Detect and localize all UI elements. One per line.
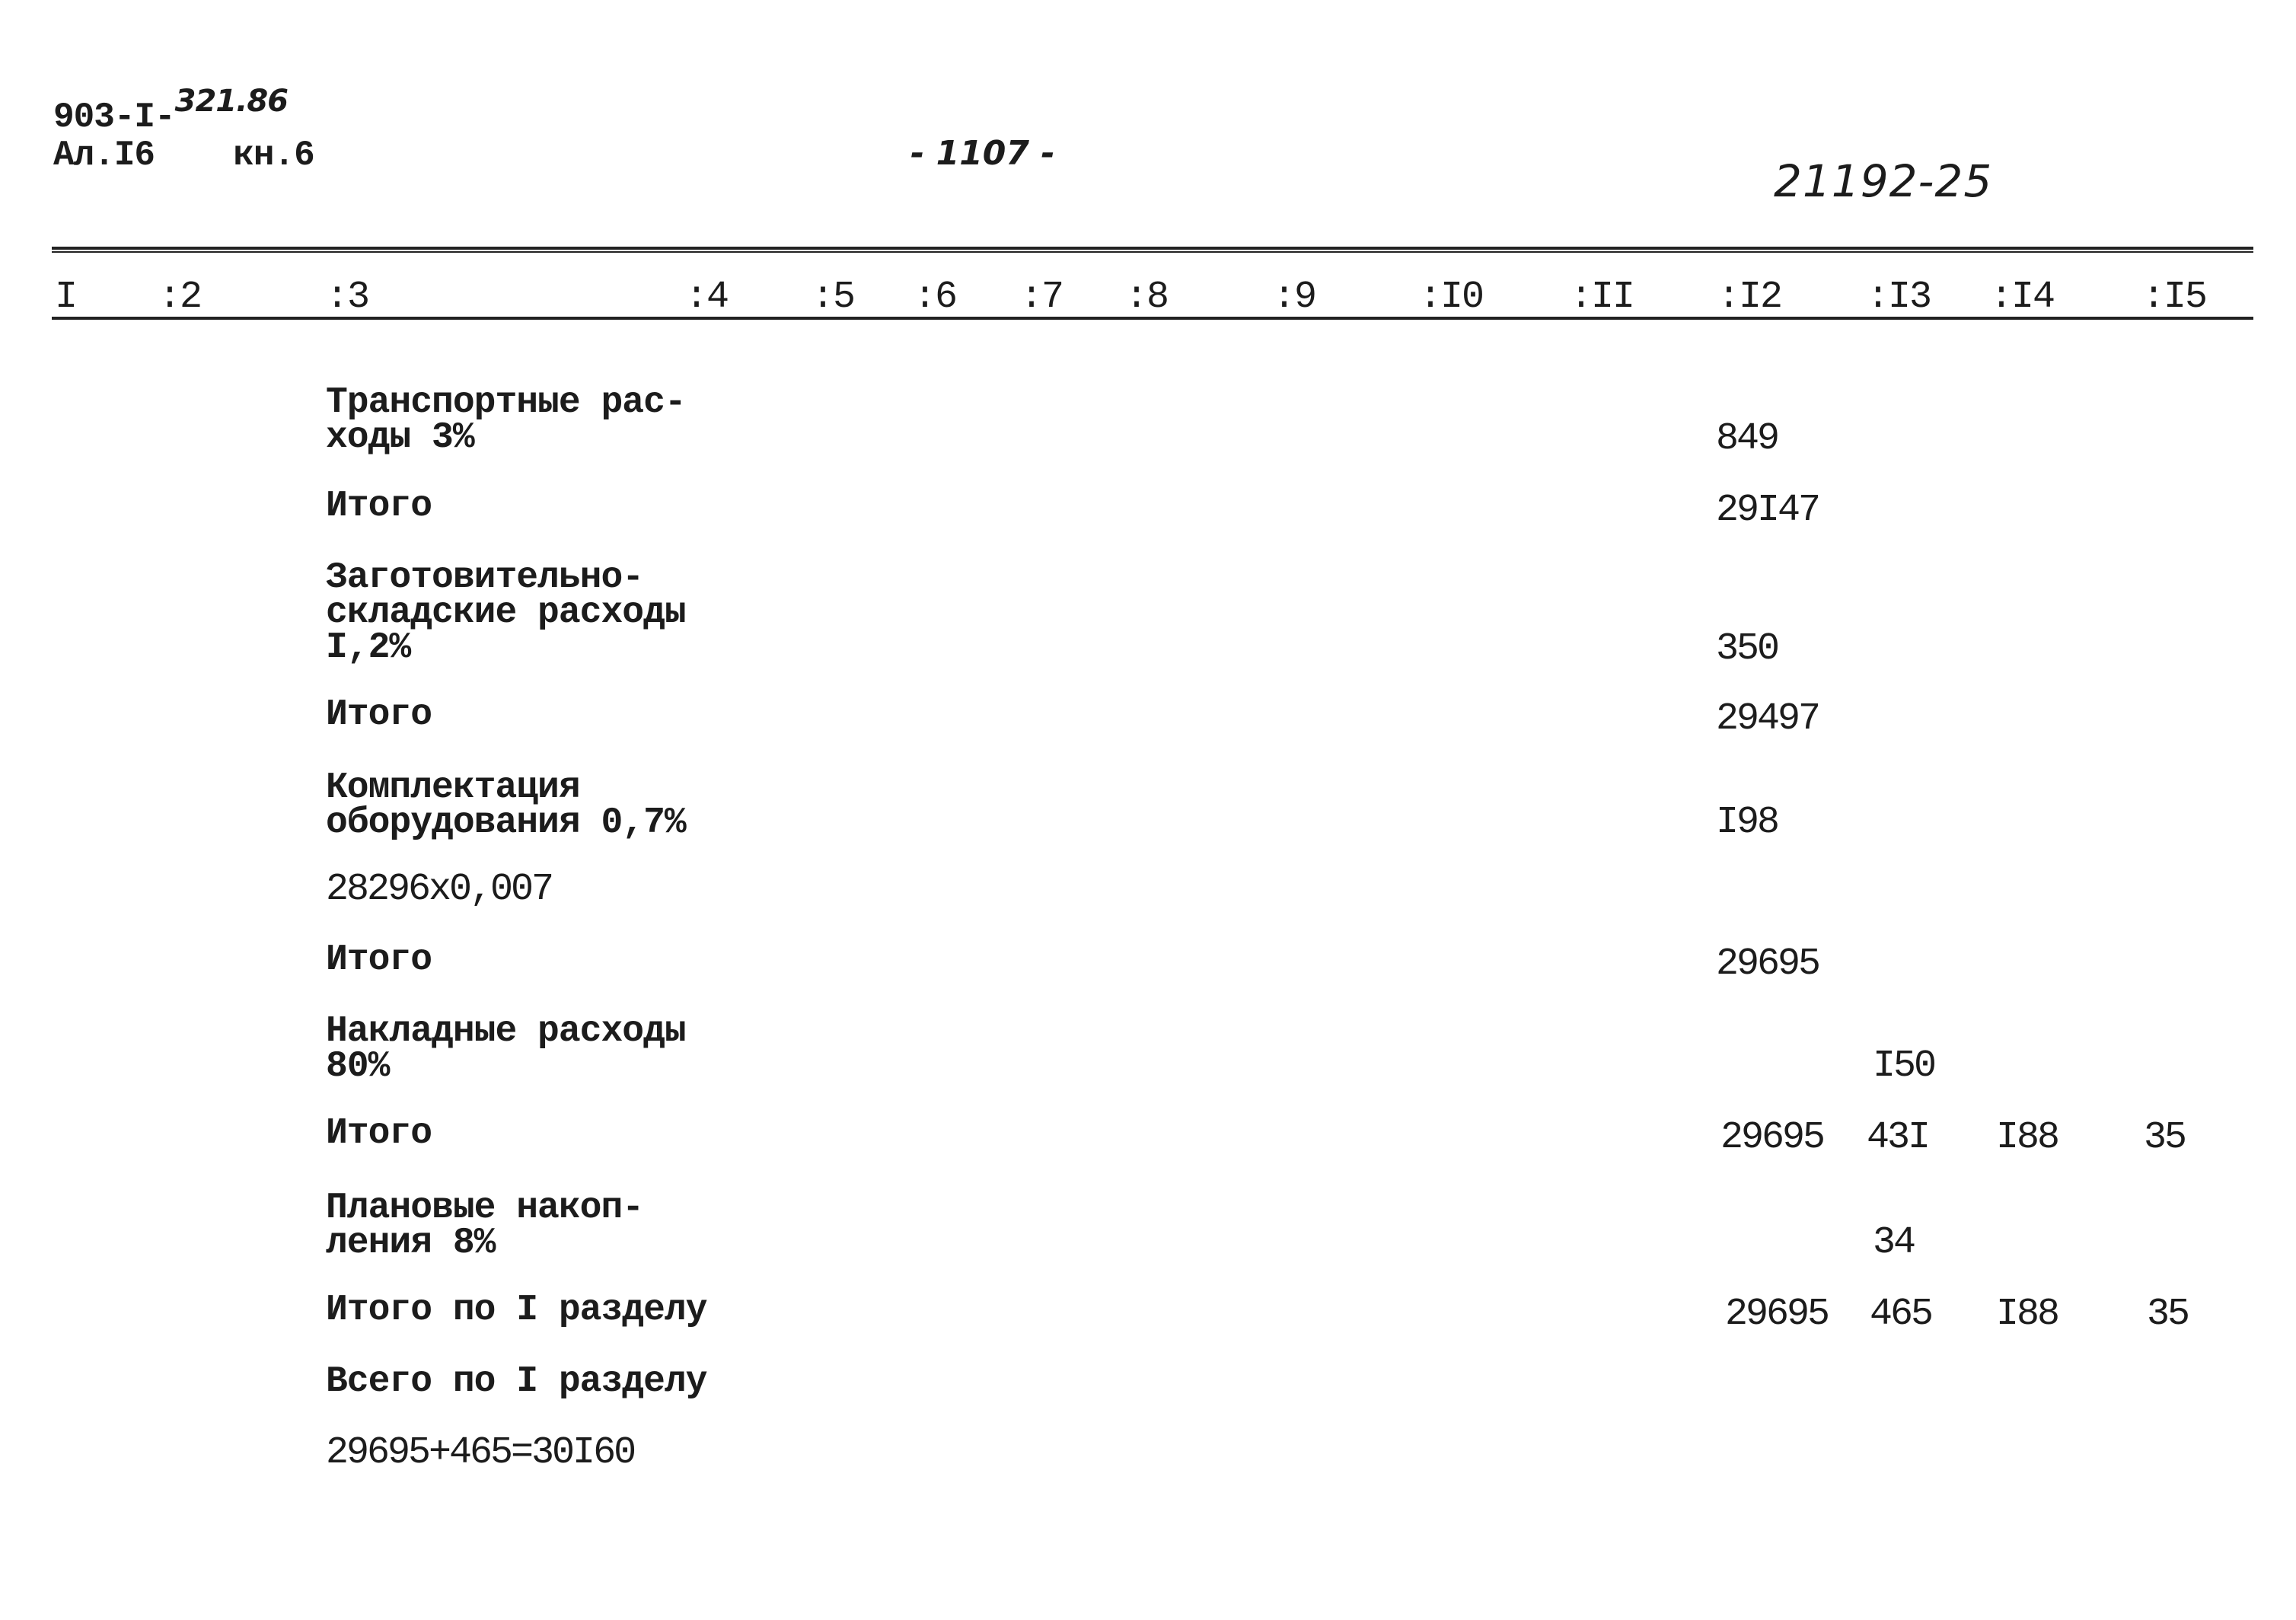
- cell-col-13: 34: [1873, 1221, 1915, 1264]
- column-2-number: :2: [158, 276, 202, 319]
- cell-col-14: I88: [1996, 1116, 2058, 1159]
- column-13-number: :I3: [1867, 276, 1931, 319]
- row-label: Всего по I разделу: [326, 1361, 707, 1402]
- cell-col-12: 350: [1716, 627, 1778, 671]
- cell-col-12: 29695: [1720, 1116, 1824, 1159]
- cell-col-15: 35: [2147, 1293, 2189, 1336]
- row-label: Транспортные рас- ходы 3%: [326, 382, 686, 458]
- cell-col-12: I98: [1716, 801, 1778, 844]
- row-label: Итого: [326, 1113, 432, 1154]
- column-14-number: :I4: [1990, 276, 2055, 319]
- row-label: Итого: [326, 939, 432, 981]
- row-label: Итого: [326, 694, 432, 735]
- row-label: Заготовительно- складские расходы I,2%: [326, 557, 686, 668]
- row-label: 29695+465=30I60: [326, 1431, 635, 1475]
- cell-col-12: 29695: [1725, 1293, 1829, 1336]
- book-label: кн.6: [233, 136, 314, 175]
- cell-col-12: 29497: [1716, 697, 1819, 741]
- row-label: Итого по I разделу: [326, 1290, 707, 1331]
- column-3-number: :3: [326, 276, 369, 319]
- album-label: Ал.I6: [53, 136, 155, 175]
- document-code-handwritten: 321.86: [174, 84, 288, 119]
- cell-col-13: 43I: [1867, 1116, 1929, 1159]
- row-label: 28296x0,007: [326, 868, 553, 911]
- column-9-number: :9: [1273, 276, 1316, 319]
- cell-col-12: 29695: [1716, 942, 1819, 986]
- column-10-number: :I0: [1419, 276, 1484, 319]
- header-top-rule: [52, 247, 2253, 250]
- cell-col-13: I50: [1873, 1044, 1935, 1088]
- column-15-number: :I5: [2142, 276, 2207, 319]
- album-book-line: [53, 136, 314, 175]
- column-8-number: :8: [1125, 276, 1169, 319]
- column-11-number: :II: [1570, 276, 1634, 319]
- cell-col-12: 29I47: [1716, 489, 1819, 532]
- document-code-prefix: 903-I-: [53, 97, 175, 137]
- stamp-number: 21192-25: [1774, 155, 1993, 207]
- column-1-number: I: [55, 276, 77, 319]
- cell-col-12: 849: [1716, 417, 1778, 461]
- cell-col-13: 465: [1870, 1293, 1932, 1336]
- column-12-number: :I2: [1717, 276, 1782, 319]
- row-label: Накладные расходы 80%: [326, 1011, 686, 1087]
- row-label: Плановые накоп- ления 8%: [326, 1188, 644, 1264]
- cell-col-14: I88: [1996, 1293, 2058, 1336]
- cell-col-15: 35: [2144, 1116, 2186, 1159]
- page-number: - 1107 -: [910, 134, 1055, 173]
- column-6-number: :6: [914, 276, 957, 319]
- document-code: [53, 84, 288, 137]
- column-4-number: :4: [685, 276, 729, 319]
- column-7-number: :7: [1020, 276, 1063, 319]
- row-label: Итого: [326, 486, 432, 527]
- header-top-rule-inner: [52, 251, 2253, 253]
- column-5-number: :5: [812, 276, 855, 319]
- row-label: Комплектация оборудования 0,7%: [326, 767, 686, 843]
